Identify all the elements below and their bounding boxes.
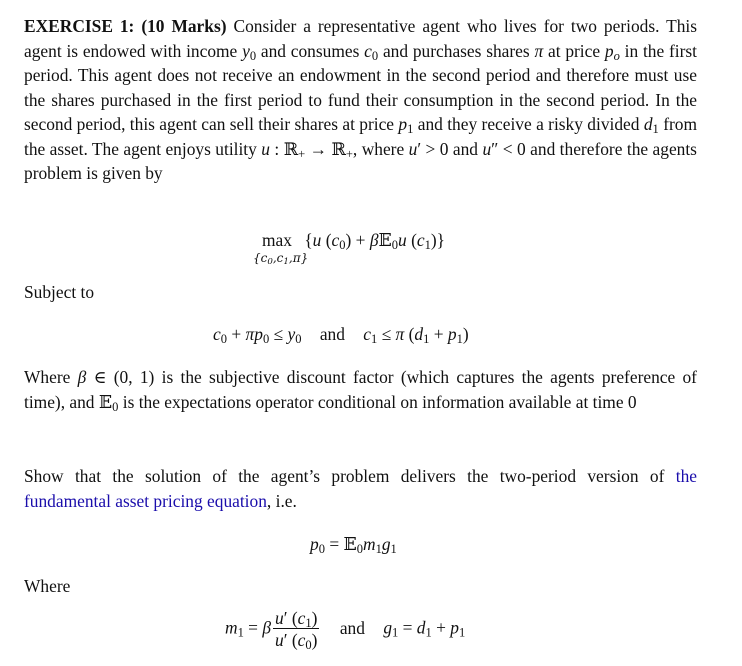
and-word-1: and [319,324,345,344]
where-text-a: Where [24,367,71,387]
fundamental-equation-link[interactable]: the fundamental asset pricing equation [24,466,697,511]
exercise-title: EXERCISE 1: [24,16,135,36]
show-paragraph [24,464,697,513]
intro-text-8: , where [352,138,405,159]
show-text-a: Show that the solution of the agent’s problem delivers the two-period version of [24,466,665,486]
exercise-marks: (10 Marks) [141,16,227,36]
objective-equation: max {u $(c_0)$ + β𝔼$_0$u $(c_1)$} [262,230,445,253]
intro-text-10: and therefore the agents problem is given by [24,138,697,183]
subject-to-label: Subject to [24,282,95,302]
intro-text-3: and purchases shares [382,40,530,61]
intro-text-6: and they receive a risky divided [417,114,640,134]
max-subscript: $\{c_0,c_1,\pi\}$ [253,251,309,268]
intro-text: Consider a representative agent who lives for two periods. This agent is endowed with income [24,16,697,61]
constraints-equation: $c_0 + \pi p_0 \le y_0$ and $c_1 \le \pi$ $(d_1 + p_1)$ [213,324,469,347]
where-label: Where [24,576,71,596]
intro-text-9: and [452,138,479,159]
where-text-b: is the subjective discount factor (which captures the agents preference of time), and [24,367,697,412]
intro-text-4: at price [547,40,601,61]
show-text-b: , i.e. [266,490,297,511]
intro-text-7: from the asset. The agent enjoys utility [24,114,697,159]
where-text-c: is the expectations operator conditional on information available at time 0 [122,391,637,412]
definitions-equation: $m_1 = \beta$ $\frac{u' (c_1)}{u' (c_0)}$ and $g_1 = d_1 + p_1$ [225,608,466,653]
and-word-2: and [339,617,365,638]
intro-text-5: in the first period. This agent does not receive an endowment in the second period and therefore must use the shares purchased in the first period to fund their consumption in the second period. In the second period, this agent can sell their shares at price [24,40,697,134]
exercise-paragraph: EXERCISE 1: (10 Marks) Consider a representative agent who lives for two periods. This agent is endowed with income $y_0$ and consumes $c_0$ and purchases shares π at price $p_o$ in the first period. This agent does not receive an endowment in the second period and therefore must use the shares purchased in the first period to fund their consumption in the second period. In the second period, this agent can sell their shares at price $p_1$ and they receive a risky divided $d_1$ from the asset. The agent enjoys utility u : ℝ$_+$ → ℝ$_+$, where u′ > 0 and u″ < 0 and therefore the agents problem is given by [24,16,697,183]
pricing-equation: $p_0$ = $𝔼_0m_1g_1$ [310,534,397,557]
intro-text-2: and consumes [260,40,360,61]
where-paragraph: Where β ∈ (0, 1) is the subjective discount factor (which captures the agents preference of time), and 𝔼$_0$ is the expectations operator conditional on information available at time 0 [24,367,697,414]
